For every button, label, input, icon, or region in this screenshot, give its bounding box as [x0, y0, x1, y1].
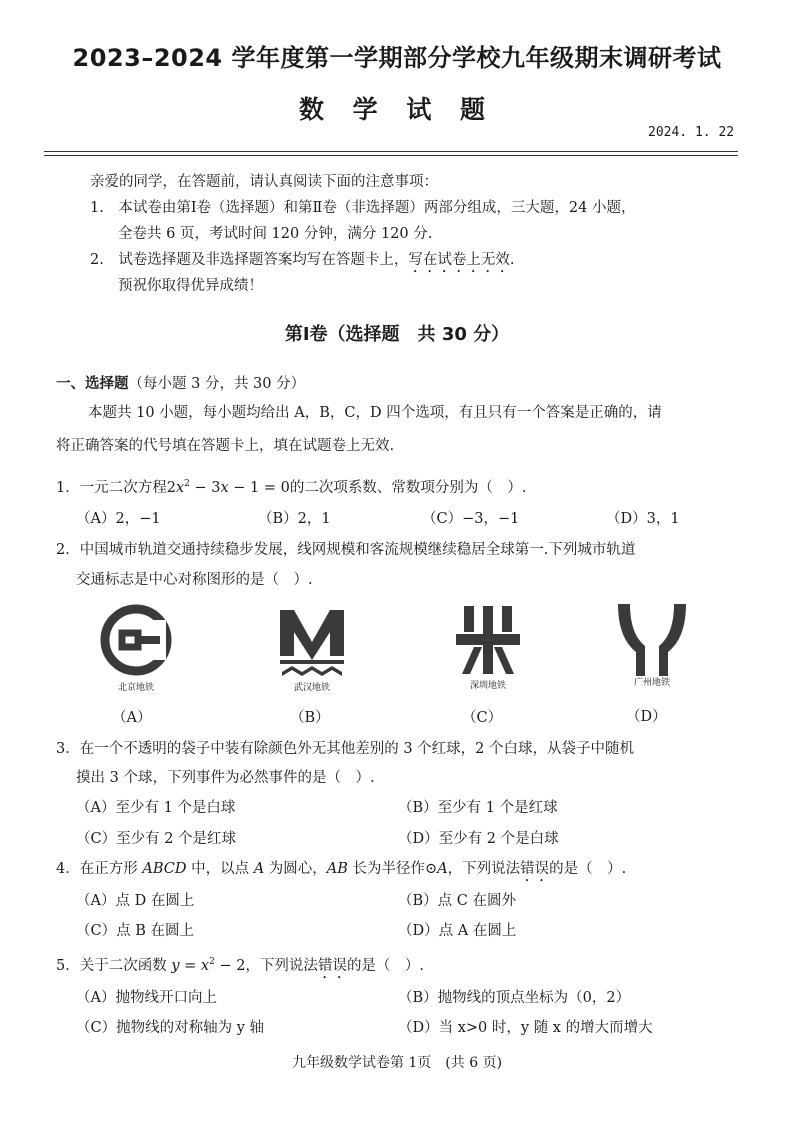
q1-option-a: （A）2，−1 — [76, 511, 161, 527]
q2-label-c: （C） — [462, 710, 503, 726]
q4-option-c: （C）点 B 在圆上 — [76, 923, 194, 939]
q3-stem-line-1: 3．在一个不透明的袋子中装有除颜色外无其他差别的 3 个红球，2 个白球，从袋子中随机 — [56, 741, 634, 757]
q1-equation: $2x^2 - 3x - 1 = 0$ — [166, 479, 290, 496]
logo-caption-b: 武汉地铁 — [293, 683, 330, 693]
q5-option-a: （A）抛物线开口向上 — [76, 990, 217, 1006]
q5-option-b: （B）抛物线的顶点坐标为（0，2） — [398, 990, 631, 1006]
q3-option-b: （B）至少有 1 个是红球 — [398, 800, 558, 816]
logo-caption-d: 广州地铁 — [633, 678, 670, 688]
header-rule-bottom — [44, 155, 738, 156]
section-title: 第Ⅰ卷（选择题 共 30 分） — [284, 324, 510, 345]
page-footer: 九年级数学试卷第 1页 (共 6 页) — [291, 1055, 503, 1071]
wuhan-metro-logo — [272, 600, 352, 680]
part-desc-line-1: 本题共 10 小题，每小题均给出 A，B，C，D 四个选项，有且只有一个答案是正确的，请 — [88, 405, 662, 421]
q3-option-d: （D）至少有 2 个是白球 — [398, 831, 559, 847]
q3-option-a: （A）至少有 1 个是白球 — [76, 800, 236, 816]
q1-stem-post: 的二次项系数、常数项分别为（ ）. — [289, 480, 527, 496]
q2-label-b: （B） — [290, 710, 330, 726]
logo-caption-a: 北京地铁 — [117, 683, 154, 693]
notice-wish: 预祝你取得优异成绩！ — [118, 278, 263, 294]
notice-item-2-text: 2. 试卷选择题及非选择题答案均写在答题卡上， — [90, 252, 409, 268]
q1-stem — [56, 476, 526, 497]
part-note: （每小题 3 分，共 30 分） — [128, 376, 306, 392]
q3-stem-line-2: 摸出 3 个球，下列事件为必然事件的是（ ）. — [76, 770, 375, 786]
q2-label-a: （A） — [112, 710, 152, 726]
part-label: 一、选择题 — [56, 376, 129, 392]
notice-item-1-line-2: 全卷共 6 页，考试时间 120 分钟，满分 120 分. — [118, 226, 433, 242]
beijing-metro-logo — [96, 600, 176, 680]
q2-label-d: （D） — [626, 709, 667, 725]
q4-stem: 4．在正方形 ABCD 中，以点 A 为圆心，AB 长为半径作⊙A，下列说法错误的是（ ）. — [56, 861, 627, 877]
shenzhen-metro-logo — [448, 600, 528, 680]
notice-item-1-line-1: 1. 本试卷由第Ⅰ卷（选择题）和第Ⅱ卷（非选择题）两部分组成，三大题，24 小题， — [90, 200, 636, 216]
part-heading — [56, 372, 305, 393]
notice-item-2 — [90, 248, 514, 276]
guangzhou-metro-logo — [612, 598, 692, 678]
subject-title: 数 学 试 题 — [298, 95, 496, 124]
q1-stem-pre: 1．一元二次方程 — [56, 480, 167, 496]
part-desc-line-2: 将正确答案的代号填在答题卡上，填在试题卷上无效. — [56, 438, 395, 454]
header-rule-top — [44, 151, 738, 152]
q5-stem: 5．关于二次函数 $y = x^2 - 2$，下列说法错误的是（ ）. — [56, 957, 425, 974]
q5-option-d: （D）当 x>0 时，y 随 x 的增大而增大 — [398, 1020, 653, 1036]
q1-option-c: （C）−3，−1 — [422, 511, 520, 527]
exam-date: 2024. 1. 22 — [648, 125, 735, 140]
q3-option-c: （C）至少有 2 个是红球 — [76, 831, 237, 847]
notice-item-2-period: . — [509, 252, 515, 268]
q2-stem-line-1: 2．中国城市轨道交通持续稳步发展，线网规模和客流规模继续稳居全球第一.下列城市轨道 — [56, 542, 636, 558]
q4-option-d: （D）点 A 在圆上 — [398, 923, 517, 939]
q1-option-d: （D）3，1 — [606, 511, 680, 527]
notice-intro: 亲爱的同学，在答题前，请认真阅读下面的注意事项： — [90, 174, 438, 190]
logo-caption-c: 深圳地铁 — [469, 681, 506, 691]
exam-title: 2023–2024 学年度第一学期部分学校九年级期末调研考试 — [72, 44, 722, 72]
q4-option-b: （B）点 C 在圆外 — [398, 893, 516, 909]
q5-option-c: （C）抛物线的对称轴为 y 轴 — [76, 1020, 265, 1036]
notice-item-2-emphasis: 写在试卷上无效 — [408, 252, 510, 268]
q4-option-a: （A）点 D 在圆上 — [76, 893, 195, 909]
q2-stem-line-2: 交通标志是中心对称图形的是（ ）. — [76, 572, 313, 588]
q1-option-b: （B）2，1 — [258, 511, 331, 527]
